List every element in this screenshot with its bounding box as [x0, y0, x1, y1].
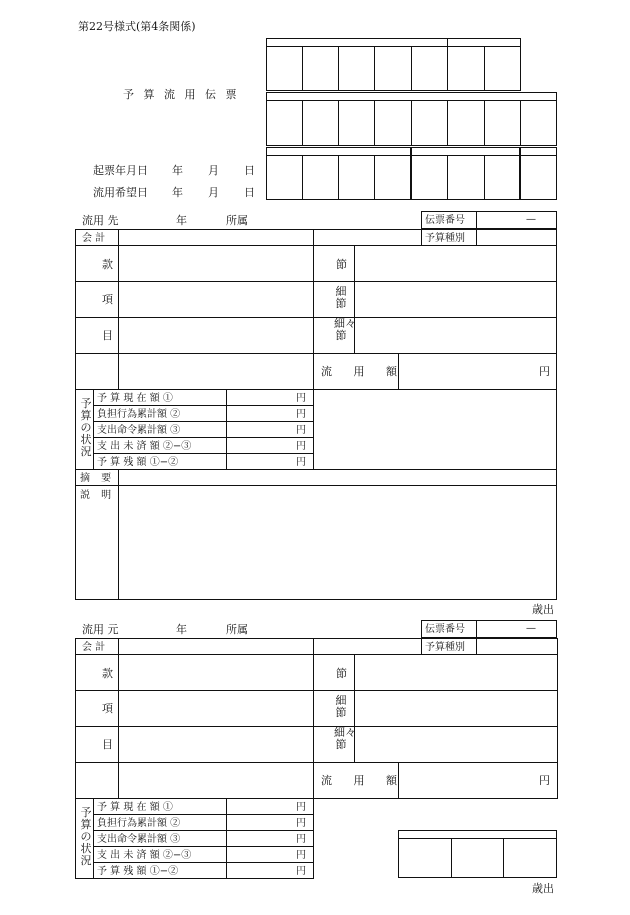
s2-yosan-shubetsu: 予算種別 [425, 642, 465, 653]
s2-kan-field[interactable] [119, 655, 312, 689]
s1-setsumei: 説 明 [80, 490, 116, 501]
kibo-month: 月 [208, 186, 219, 199]
s1-ryuyogaku: 流 用 額 [321, 365, 406, 378]
s2-saisetsu: 細節 [335, 694, 347, 719]
form-title: 予 算 流 用 伝 票 [123, 88, 240, 101]
s1-setsumei-field[interactable] [119, 486, 556, 599]
s1-ryuyogaku-field[interactable] [399, 354, 537, 388]
s2-kaikei-field[interactable] [119, 639, 312, 653]
s1-shozoku: 所属 [226, 214, 248, 227]
s1-row-4: 予 算 残 額 ①−② [97, 457, 179, 468]
s1-row-1-yen: 円 [296, 409, 306, 420]
form-id: 第22号様式(第4条関係) [78, 20, 196, 33]
s2-row-4-yen: 円 [296, 866, 306, 877]
s2-kou: 項 [102, 702, 113, 715]
s2-footer: 歳出 [532, 882, 554, 895]
s1-footer: 歳出 [532, 603, 554, 616]
s1-jokyo-label: 予算の状況 [80, 397, 92, 458]
s2-shozoku: 所属 [226, 623, 248, 636]
kihyo-year: 年 [172, 164, 183, 177]
s1-ryuyogaku-yen: 円 [539, 365, 550, 378]
s1-kaikei-field[interactable] [119, 230, 312, 244]
s1-row-0-yen: 円 [296, 393, 306, 404]
s2-setsu-field[interactable] [355, 655, 556, 689]
s1-saisetsu-field[interactable] [355, 282, 556, 316]
s2-heading: 流用 元 [82, 623, 119, 636]
s1-tekiyo: 摘 要 [80, 473, 116, 484]
s2-ryuyogaku: 流 用 額 [321, 774, 406, 787]
s2-row-2: 支出命令累計額 ③ [97, 834, 181, 845]
s1-moku-field[interactable] [119, 318, 312, 352]
s2-denpyo-label: 伝票番号 [425, 624, 465, 635]
s2-ryuyogaku-yen: 円 [539, 774, 550, 787]
s2-jokyo-label: 予算の状況 [80, 806, 92, 867]
s1-kou-field[interactable] [119, 282, 312, 316]
s1-row-4-yen: 円 [296, 457, 306, 468]
kibo-year: 年 [172, 186, 183, 199]
s1-heading: 流用 先 [82, 214, 119, 227]
s1-row-3: 支 出 未 済 額 ②−③ [97, 441, 192, 452]
s1-kan: 款 [102, 258, 113, 271]
s2-kaikei: 会 計 [82, 642, 106, 653]
s1-row-2-yen: 円 [296, 425, 306, 436]
s2-row-3-yen: 円 [296, 850, 306, 861]
s1-moku: 目 [102, 329, 113, 342]
s2-nen: 年 [176, 623, 187, 636]
s1-saisetsu: 細節 [335, 285, 347, 310]
s1-denpyo-dash: — [526, 214, 536, 225]
s1-setsu-field[interactable] [355, 246, 556, 280]
s2-saisaisetsu-field[interactable] [355, 727, 556, 761]
s1-kaikei: 会 計 [82, 233, 106, 244]
s1-kan-field[interactable] [119, 246, 312, 280]
s1-setsu: 節 [336, 258, 347, 271]
s2-ryuyogaku-field[interactable] [399, 763, 537, 797]
s2-moku: 目 [102, 738, 113, 751]
s1-nen: 年 [176, 214, 187, 227]
s1-denpyo-label: 伝票番号 [425, 215, 465, 226]
s1-saisaisetsu-field[interactable] [355, 318, 556, 352]
s2-row-0-yen: 円 [296, 802, 306, 813]
s2-row-0: 予 算 現 在 額 ① [97, 802, 173, 813]
s1-saisaisetsu: 細々節 [334, 317, 356, 342]
s2-row-1: 負担行為累計額 ② [97, 818, 181, 829]
kihyo-label: 起票年月日 [93, 164, 148, 177]
s2-row-3: 支 出 未 済 額 ②−③ [97, 850, 192, 861]
s1-row-3-yen: 円 [296, 441, 306, 452]
s2-row-1-yen: 円 [296, 818, 306, 829]
s1-tekiyo-field[interactable] [119, 470, 556, 484]
s2-row-2-yen: 円 [296, 834, 306, 845]
s2-kan: 款 [102, 667, 113, 680]
kihyo-day: 日 [244, 164, 255, 177]
s1-row-0: 予 算 現 在 額 ① [97, 393, 173, 404]
s2-saisaisetsu: 細々節 [334, 726, 356, 751]
s2-moku-field[interactable] [119, 727, 312, 761]
s1-kou: 項 [102, 293, 113, 306]
s1-yosan-shubetsu: 予算種別 [425, 233, 465, 244]
s2-row-4: 予 算 残 額 ①−② [97, 866, 179, 877]
kibo-day: 日 [244, 186, 255, 199]
kibo-label: 流用希望日 [93, 186, 148, 199]
kihyo-month: 月 [208, 164, 219, 177]
s2-denpyo-dash: — [526, 623, 536, 634]
s2-saisetsu-field[interactable] [355, 691, 556, 725]
s1-row-2: 支出命令累計額 ③ [97, 425, 181, 436]
s2-setsu: 節 [336, 667, 347, 680]
s2-kou-field[interactable] [119, 691, 312, 725]
s1-row-1: 負担行為累計額 ② [97, 409, 181, 420]
